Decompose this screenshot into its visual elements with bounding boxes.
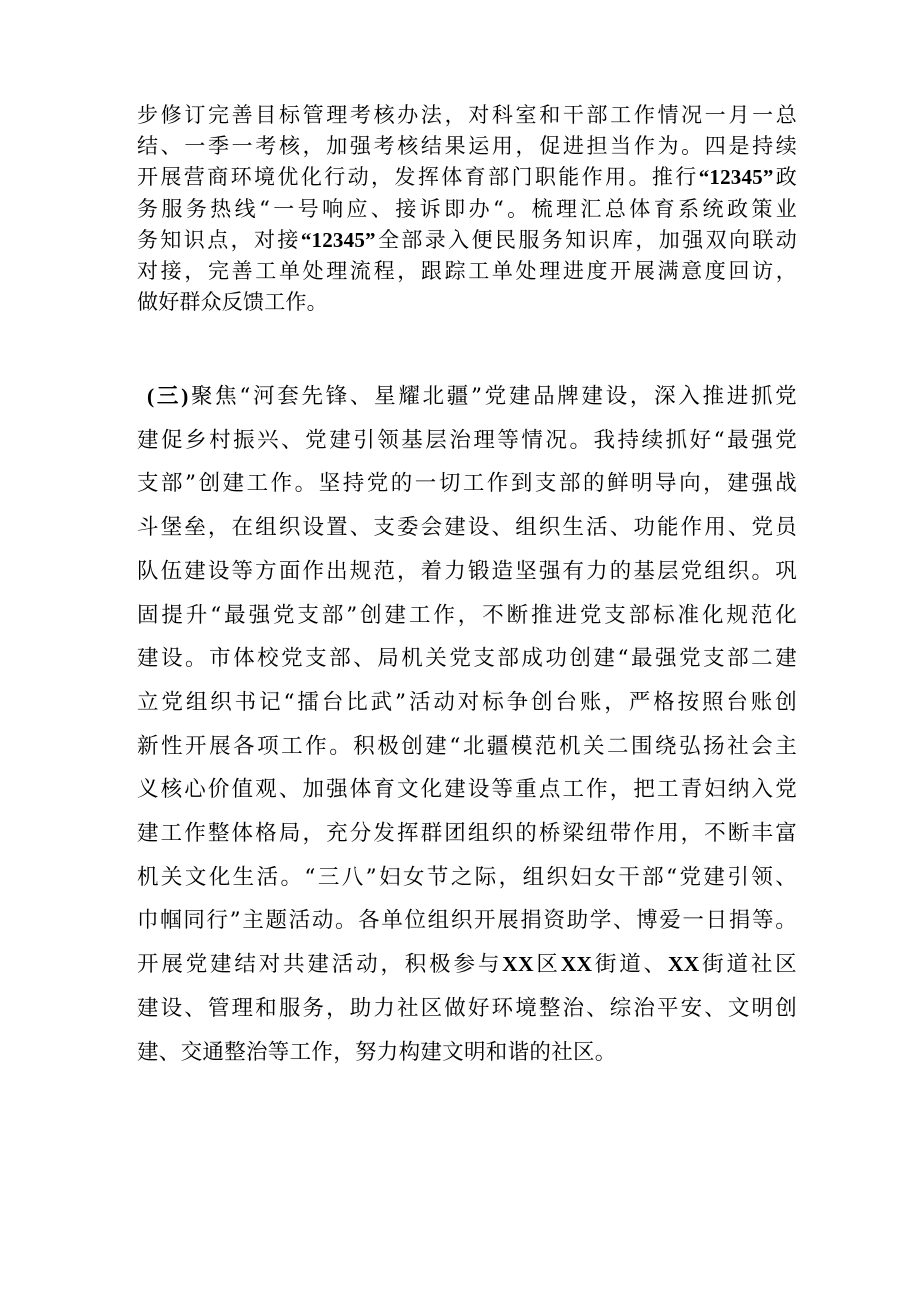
text-line [137,637,797,681]
text-line [137,462,797,506]
text-run: 建促乡村振兴、党建引领基层治理等情况。我持续抓好“最强党 [137,427,797,453]
placeholder-xx: XX [502,952,534,977]
text-line [137,375,797,419]
text-run: 做好群众反馈工作。 [137,290,328,315]
text-line [137,419,797,463]
text-line [137,100,797,131]
text-run: 立党组织书记“擂台比武”活动对标争创台账，严格按照台账创 [137,689,797,715]
text-line [137,856,797,900]
text-line [137,287,797,318]
text-line [137,768,797,812]
text-run: 建设。市体校党支部、局机关党支部成功创建“最强党支部二建 [137,646,797,672]
text-run: 建工作整体格局，充分发挥群团组织的桥梁纽带作用，不断丰富 [137,821,797,847]
text-run: 务服务热线“一号响应、接诉即办“。梳理汇总体育系统政策业 [137,196,797,221]
text-run: 开展营商环境优化行动，发挥体育部门职能作用。推行 [137,165,699,190]
text-line [137,550,797,594]
text-run: 区 [533,952,561,978]
text-run: 新性开展各项工作。积极创建“北疆模范机关二围绕弘扬社会主 [137,733,797,759]
paragraph-1 [137,100,797,318]
text-run: 务知识点，对接 [137,227,301,252]
text-run: 机关文化生活。“三八”妇女节之际，组织妇女干部“党建引领、 [137,864,797,890]
text-run: 建、交通整治等工作，努力构建文明和谐的社区。 [137,1039,617,1065]
text-line [137,812,797,856]
text-line [137,1031,797,1075]
text-run: 街道社区 [699,952,797,978]
section-number: (三) [147,384,189,408]
hotline-number: “12345” [300,227,376,252]
text-line [137,256,797,287]
text-line [137,987,797,1031]
text-run: 开展党建结对共建活动，积极参与 [137,952,503,978]
text-run: 街道、 [592,952,668,978]
text-run: 政 [773,165,797,190]
text-line [137,225,797,256]
text-line [137,899,797,943]
placeholder-xx: XX [667,952,700,977]
placeholder-xx: XX [560,952,593,977]
hotline-number: “12345” [698,165,774,190]
text-run: 全部录入便民服务知识库，加强双向联动 [375,227,797,252]
text-run: 巾帼同行”主题活动。各单位组织开展捐资助学、博爱一日捐等。 [137,908,797,934]
text-line [137,725,797,769]
text-line [137,194,797,225]
text-line [137,162,797,193]
text-run: 对接，完善工单处理流程，跟踪工单处理进度开展满意度回访， [137,259,797,284]
text-line [137,131,797,162]
text-run: 斗堡垒，在组织设置、支委会建设、组织生活、功能作用、党员 [137,515,797,541]
text-run: 队伍建设等方面作出规范，着力锻造坚强有力的基层党组织。巩 [137,558,797,584]
text-line [137,943,797,987]
text-run: 建设、管理和服务，助力社区做好环境整治、综治平安、文明创 [137,995,797,1021]
text-line [137,681,797,725]
text-run: 支部”创建工作。坚持党的一切工作到支部的鲜明导向，建强战 [137,471,797,497]
text-run: 义核心价值观、加强体育文化建设等重点工作，把工青妇纳入党 [137,777,797,803]
text-line [137,594,797,638]
text-line [137,506,797,550]
text-run: 固提升“最强党支部”创建工作，不断推进党支部标准化规范化 [137,602,797,628]
text-run: 结、一季一考核，加强考核结果运用，促进担当作为。四是持续 [137,134,797,159]
paragraph-2 [137,375,797,1074]
text-run: 聚焦“河套先锋、星耀北疆”党建品牌建设，深入推进抓党 [188,384,797,409]
text-run: 步修订完善目标管理考核办法，对科室和干部工作情况一月一总 [137,103,797,127]
